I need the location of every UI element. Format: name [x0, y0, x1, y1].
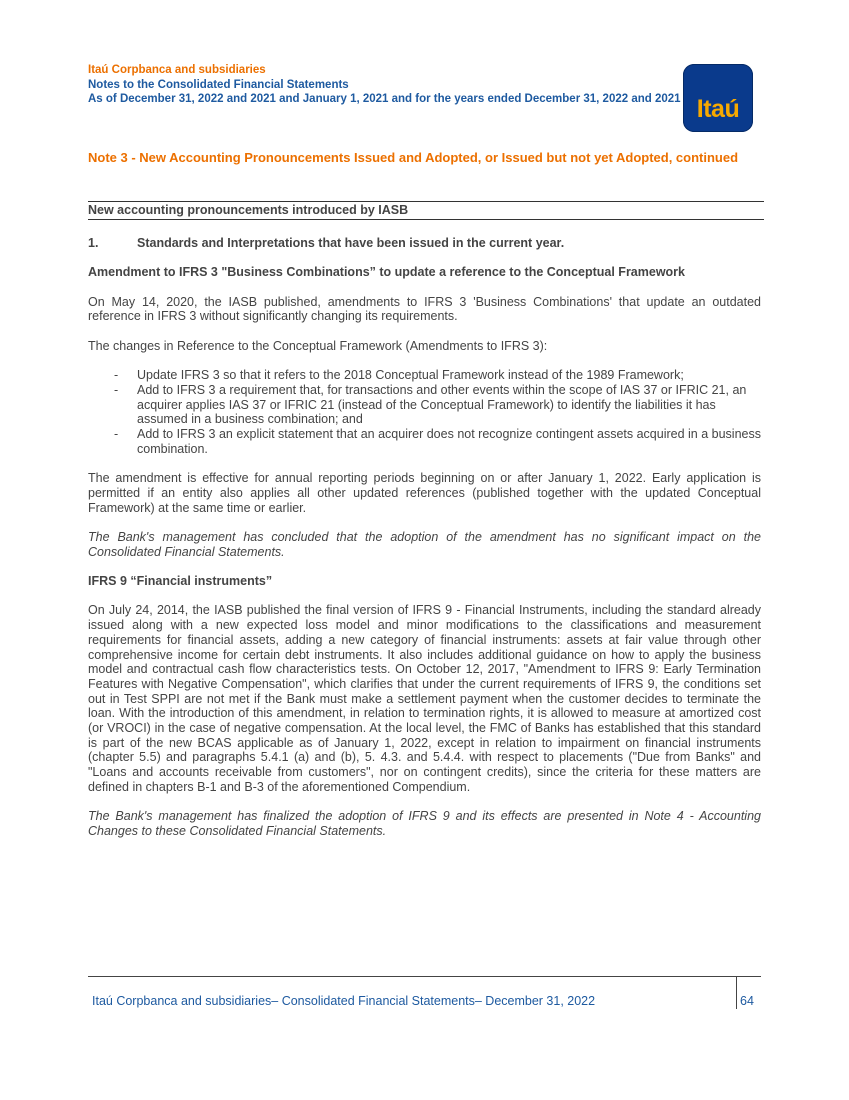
ifrs9-paragraph-1: On July 24, 2014, the IASB published the final version of IFRS 9 - Financial Instruments, including the standard already issued along with a new expected loss model and minor modifications to the classifications and measurement requirements for financial assets, adding a new category of financial instruments: assets at fair value through other comprehensive income for certain debt instruments. It also includes additional guidance on how to apply the business model and contractual cash flow characteristics tests. On October 12, 2017, "Amendment to IFRS 9: Early Termination Features with Negative Compensation", which clarifies that under the current requirements of IFRS 9, the conditions set out in Test SPPI are not met if the Bank must make a settlement payment when the customer decides to terminate the loan. With the introduction of this amendment, in relation to termination rights, it is allowed to measure at amortized cost (or VROCI) in the case of negative compensation. At the local level, the FMC of Banks has established that this standard is part of the new BCAS applicable as of January 1, 2022, except in relation to impairment on financial instruments (chapter 5.5) and paragraphs 5.4.1 (a) and (b), 5. 4.3. and 5.4.4. with respect to placements ("Due from Banks" and "Loans and accounts receivable from customers", nor on contingent credits), since the criteria for these matters are defined in chapters B-1 and B-3 of the aforementioned Compendium.: [88, 603, 761, 794]
subsection-title: Standards and Interpretations that have been issued in the current year.: [137, 236, 565, 250]
company-name: Itaú Corpbanca and subsidiaries: [88, 64, 266, 76]
ifrs9-heading: IFRS 9 “Financial instruments”: [88, 574, 273, 589]
ifrs3-conclusion: The Bank's management has concluded that the adoption of the amendment has no significant impact on the Consolidated Financial Statements.: [88, 529, 761, 559]
ifrs3-changes-list: [88, 368, 761, 456]
subsection-heading: [88, 236, 761, 251]
itau-logo: [683, 64, 753, 132]
list-item: - Update IFRS 3 so that it refers to the 2018 Conceptual Framework instead of the 1989 Framework;: [137, 368, 761, 383]
logo-text: Itaú: [696, 95, 740, 123]
subsection-number: 1.: [88, 236, 99, 250]
ifrs3-heading: Amendment to IFRS 3 "Business Combinations” to update a reference to the Conceptual Framework: [88, 265, 685, 280]
ifrs3-paragraph-2: The changes in Reference to the Conceptual Framework (Amendments to IFRS 3):: [88, 338, 548, 353]
footer-text: Itaú Corpbanca and subsidiaries– Consolidated Financial Statements– December 31, 2022: [92, 994, 596, 1008]
list-item: - Add to IFRS 3 an explicit statement that an acquirer does not recognize contingent assets acquired in a business combination.: [137, 427, 761, 456]
notes-title: Notes to the Consolidated Financial Statements: [88, 78, 349, 91]
list-item: - Add to IFRS 3 a requirement that, for transactions and other events within the scope of IAS 37 or IFRIC 21, an acquirer applies IAS 37 or IFRIC 21 (instead of the Conceptual Framework) to identify the liabilities it has assumed in a business combination; and: [137, 383, 761, 427]
footer-vertical-divider: [736, 976, 737, 1009]
ifrs3-paragraph-1: On May 14, 2020, the IASB published, amendments to IFRS 3 'Business Combinations' that update an outdated reference in IFRS 3 without significantly changing its requirements.: [88, 294, 761, 324]
page-number: 64: [740, 994, 754, 1008]
document-header: [88, 63, 688, 107]
note-title: Note 3 - New Accounting Pronouncements Issued and Adopted, or Issued but not yet Adopted, continued: [88, 150, 739, 165]
reporting-period: As of December 31, 2022 and 2021 and January 1, 2021 and for the years ended December 31, 2022 and 2021: [88, 93, 681, 105]
section-title: New accounting pronouncements introduced by IASB: [88, 201, 764, 220]
main-content: [88, 236, 761, 853]
ifrs9-conclusion: The Bank's management has finalized the adoption of IFRS 9 and its effects are presented in Note 4 - Accounting Changes to these Consolidated Financial Statements.: [88, 809, 761, 838]
footer-divider: [88, 976, 761, 977]
ifrs3-paragraph-3: The amendment is effective for annual reporting periods beginning on or after January 1, 2022. Early application is permitted if an entity also applies all other updated references (published together with the updated Conceptual Framework) at the same time or earlier.: [88, 471, 761, 515]
